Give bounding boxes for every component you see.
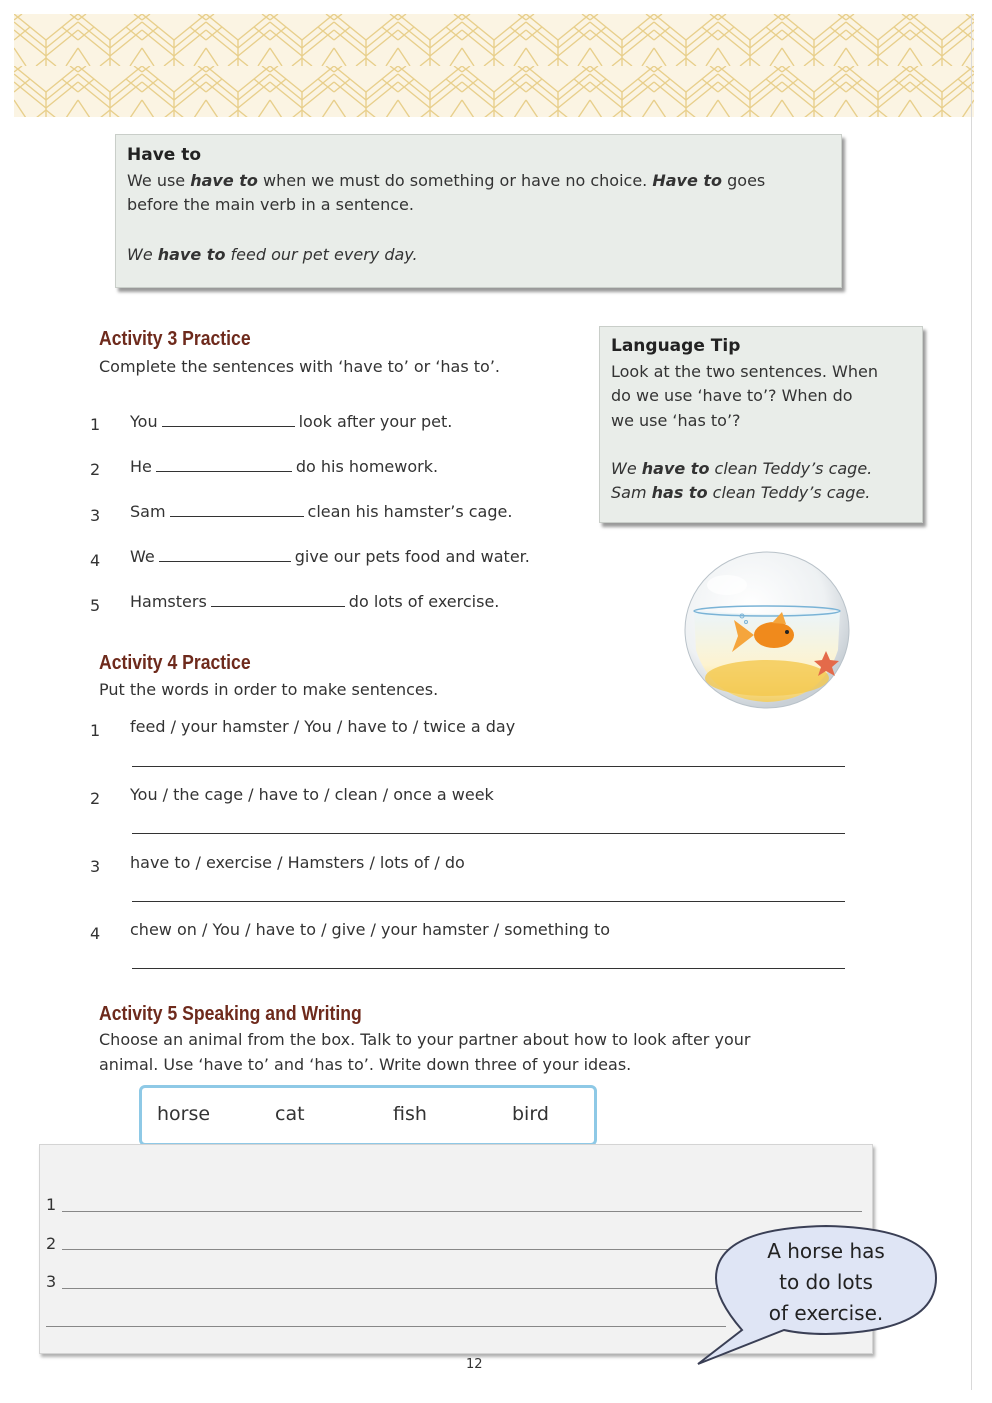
writing-line-4[interactable] — [46, 1326, 726, 1327]
writing-line-3-number: 3 — [46, 1272, 57, 1291]
a3-item-4-after: give our pets food and water. — [294, 547, 530, 566]
grammar-box-have-to — [115, 134, 842, 288]
a3-item-3-before: Sam — [130, 502, 166, 521]
grammar-box-line-2: before the main verb in a sentence. — [127, 195, 414, 214]
a4-item-3-answer-line[interactable] — [132, 901, 845, 902]
a4-item-1-number: 1 — [90, 721, 101, 740]
a3-item-2 — [130, 457, 438, 476]
word-bird: bird — [512, 1103, 549, 1125]
language-tip-box — [599, 326, 923, 523]
a4-item-1-answer-line[interactable] — [132, 766, 845, 767]
grammar-box-line-1: We use have to when we must do something or have no choice. Have to goes — [127, 171, 766, 190]
a3-item-4-blank[interactable] — [159, 547, 291, 562]
chevron-pattern — [14, 14, 974, 117]
page-number: 12 — [466, 1357, 483, 1372]
language-tip-line-2: do we use ‘have to’? When do — [611, 386, 853, 405]
grammar-box-example: We have to feed our pet every day. — [127, 245, 418, 264]
language-tip-title: Language Tip — [611, 336, 741, 356]
writing-line-1-number: 1 — [46, 1195, 57, 1214]
header-banner — [14, 14, 974, 117]
speech-bubble-line-3: of exercise. — [768, 1301, 884, 1325]
a4-item-2-answer-line[interactable] — [132, 833, 845, 834]
a3-item-4 — [130, 547, 530, 566]
speech-bubble — [692, 1220, 942, 1372]
a3-item-4-number: 4 — [90, 551, 101, 570]
grammar-box-title: Have to — [127, 145, 202, 165]
language-tip-example-1: We have to clean Teddy’s cage. — [611, 459, 873, 478]
writing-line-2-number: 2 — [46, 1234, 57, 1253]
writing-line-3[interactable] — [62, 1288, 722, 1289]
a3-item-4-before: We — [130, 547, 155, 566]
fishbowl-image — [672, 540, 862, 719]
writing-line-1[interactable] — [62, 1211, 862, 1212]
a3-item-2-number: 2 — [90, 460, 101, 479]
a4-item-3-number: 3 — [90, 857, 101, 876]
a4-item-1-words: feed / your hamster / You / have to / twice a day — [130, 717, 516, 736]
a3-item-1-number: 1 — [90, 415, 101, 434]
activity-5-instruction-line-2: animal. Use ‘have to’ and ‘has to’. Write down three of your ideas. — [99, 1055, 632, 1074]
a3-item-2-before: He — [130, 457, 152, 476]
a4-item-4-answer-line[interactable] — [132, 968, 845, 969]
goldfish-icon — [672, 540, 862, 715]
activity-3-instruction: Complete the sentences with ‘have to’ or ‘has to’. — [99, 357, 501, 376]
language-tip-line-3: we use ‘has to’? — [611, 411, 741, 430]
speech-bubble-line-2: to do lots — [779, 1270, 873, 1294]
a4-item-4-number: 4 — [90, 924, 101, 943]
a3-item-2-blank[interactable] — [156, 457, 292, 472]
a3-item-1-blank[interactable] — [162, 412, 295, 427]
a4-item-2-words: You / the cage / have to / clean / once a week — [130, 785, 494, 804]
a3-item-1-after: look after your pet. — [298, 412, 453, 431]
a3-item-1-before: You — [130, 412, 158, 431]
a3-item-5-blank[interactable] — [211, 592, 345, 607]
language-tip-line-1: Look at the two sentences. When — [611, 362, 878, 381]
a3-item-3-blank[interactable] — [170, 502, 304, 517]
a3-item-5-before: Hamsters — [130, 592, 207, 611]
a3-item-1 — [130, 412, 452, 431]
a3-item-3-number: 3 — [90, 506, 101, 525]
page-edge-line — [971, 14, 972, 1390]
a3-item-5-after: do lots of exercise. — [348, 592, 500, 611]
activity-5-instruction-line-1: Choose an animal from the box. Talk to your partner about how to look after your — [99, 1030, 751, 1049]
a3-item-2-after: do his homework. — [295, 457, 439, 476]
word-fish: fish — [393, 1103, 427, 1125]
writing-line-2[interactable] — [62, 1249, 742, 1250]
a3-item-5 — [130, 592, 499, 611]
activity-3-title: Activity 3 Practice — [99, 328, 251, 350]
a3-item-3-after: clean his hamster’s cage. — [307, 502, 513, 521]
word-cat: cat — [275, 1103, 305, 1125]
activity-5-title: Activity 5 Speaking and Writing — [99, 1003, 362, 1025]
a3-item-3 — [130, 502, 512, 521]
speech-bubble-line-1: A horse has — [767, 1239, 885, 1263]
a3-item-5-number: 5 — [90, 596, 101, 615]
word-horse: horse — [157, 1103, 211, 1125]
activity-4-title: Activity 4 Practice — [99, 652, 251, 674]
a4-item-3-words: have to / exercise / Hamsters / lots of / do — [130, 853, 465, 872]
activity-4-instruction: Put the words in order to make sentences. — [99, 680, 439, 699]
language-tip-example-2: Sam has to clean Teddy’s cage. — [611, 483, 871, 502]
a4-item-2-number: 2 — [90, 789, 101, 808]
a4-item-4-words: chew on / You / have to / give / your hamster / something to — [130, 920, 611, 939]
animal-word-box — [139, 1085, 597, 1146]
